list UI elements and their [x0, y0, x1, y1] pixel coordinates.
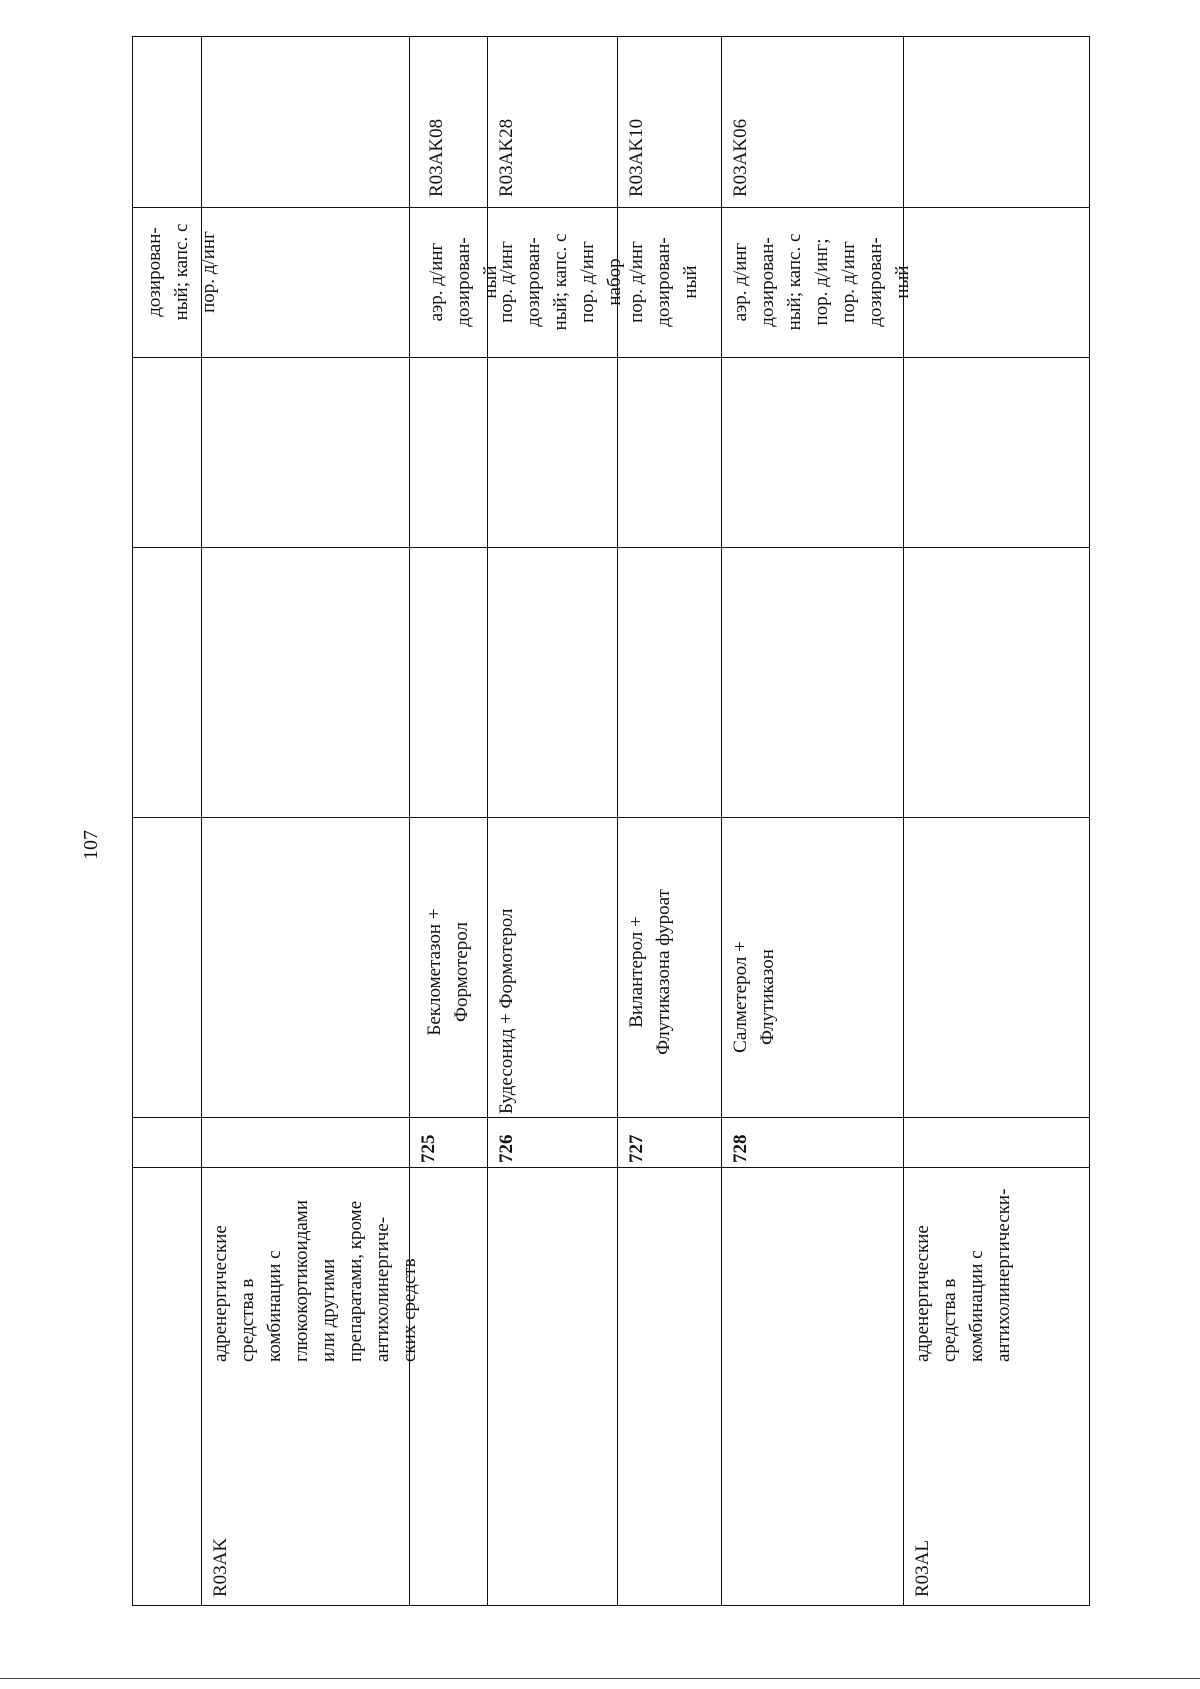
row-sep	[409, 37, 410, 1605]
num-cell: 727	[626, 1134, 647, 1163]
col-sep	[133, 817, 1089, 818]
num-cell: 728	[730, 1134, 751, 1163]
col-sep	[133, 547, 1089, 548]
name-cell: Вилантерол + Флутиказона фуроат	[626, 889, 674, 1055]
form-cell: пор. д/инг дозирован- ный	[626, 237, 701, 327]
desc-cell: адренергические средства в комбинации с глюкокортикоидами или другими препаратами, кроме антихолинергиче- ских средств	[210, 1200, 420, 1362]
col-sep	[133, 1117, 1089, 1118]
desc-cell: адренергические средства в комбинации с антихолинергически-	[912, 1188, 1014, 1362]
atc-cell: R03AK08	[426, 118, 447, 197]
name-cell: Беклометазон + Формотерол	[424, 908, 472, 1036]
form-cell: аэр. д/инг дозирован- ный; капс. с пор. д/инг; пор. д/инг дозирован- ный	[730, 233, 913, 331]
col-sep	[133, 207, 1089, 208]
num-cell: 726	[496, 1134, 517, 1163]
drug-table	[132, 36, 1090, 1606]
atc-cell: R03AK28	[496, 118, 517, 197]
form-cell: дозирован- ный; капс. с пор. д/инг	[144, 223, 219, 321]
page-number: 107	[80, 830, 102, 860]
code-cell: R03AL	[912, 1540, 933, 1597]
name-cell: Будесонид + Формотерол	[496, 908, 517, 1114]
bottom-rule	[0, 1678, 1200, 1679]
code-cell: R03AK	[210, 1537, 231, 1597]
col-sep	[133, 1167, 1089, 1168]
form-cell: пор. д/инг дозирован- ный; капс. с пор. д/инг набор	[496, 233, 625, 331]
col-sep	[133, 357, 1089, 358]
num-cell: 725	[418, 1134, 439, 1163]
form-cell: аэр. д/инг дозирован- ный	[426, 237, 501, 327]
name-cell: Салметерол + Флутиказон	[730, 941, 778, 1053]
row-sep	[721, 37, 722, 1605]
atc-cell: R03AK10	[626, 118, 647, 197]
atc-cell: R03AK06	[730, 118, 751, 197]
